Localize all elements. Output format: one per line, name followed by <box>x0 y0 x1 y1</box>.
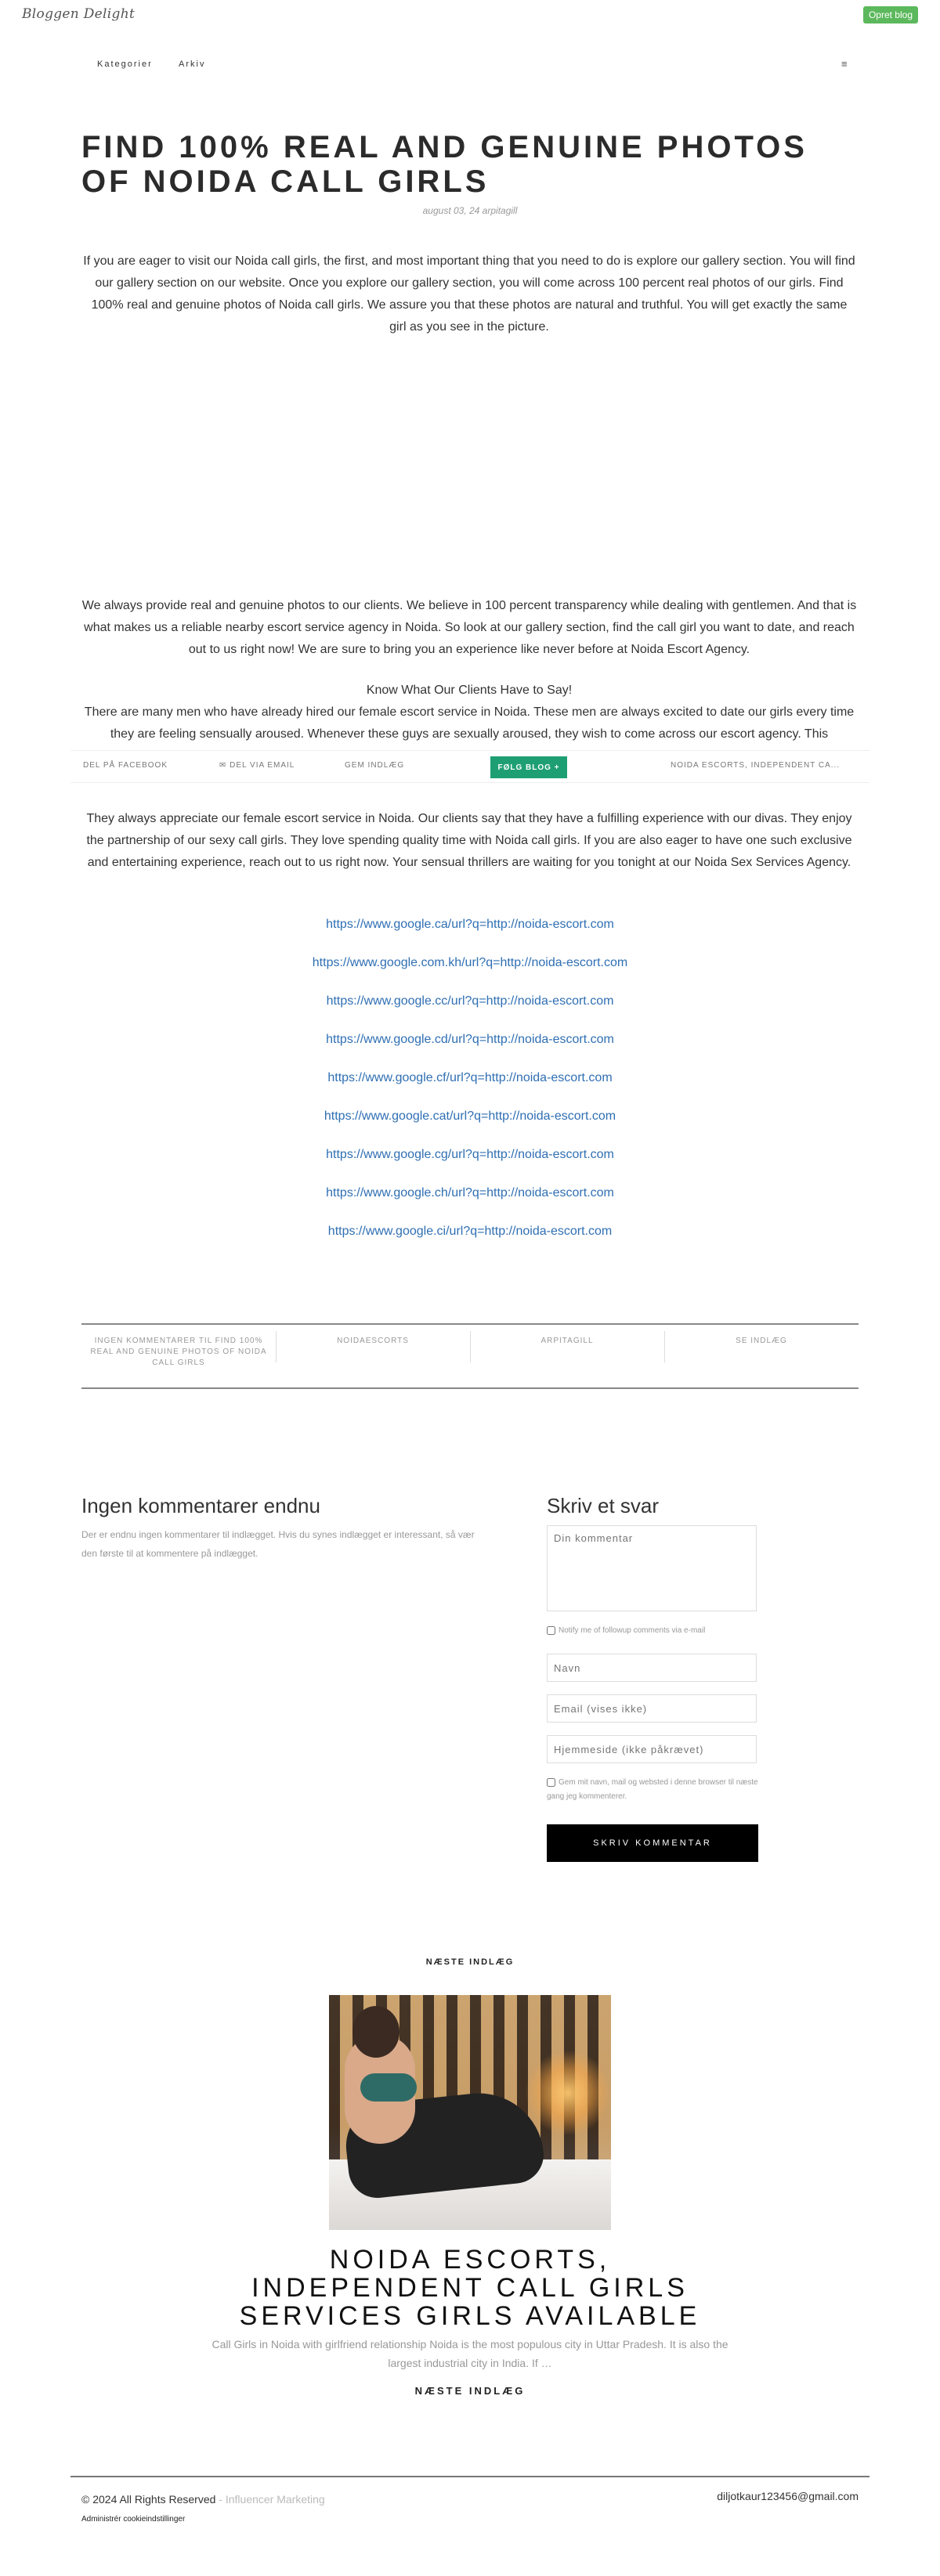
copyright-text: © 2024 All Rights Reserved <box>81 2493 216 2506</box>
save-post-button[interactable]: GEM INDLÆG <box>345 761 405 770</box>
post-paragraph: They always appreciate our female escort service in Noida. Our clients say that they have a fulfilling experience with our divas. They enjoy the partnership of our sexy call girls. They love spending quality time with Noida call girls. If you are also eager to have one such exclusive and entertaining experience, reach out to us right now. Your sensual thrillers are waiting for you tonight at our Noida Sex Services Agency. <box>86 812 852 869</box>
view-posts-link[interactable]: SE INDLÆG <box>736 1337 787 1345</box>
comments-heading: Ingen kommentarer endnu <box>81 1494 320 1517</box>
next-post-image[interactable] <box>329 1995 611 2230</box>
comments-count-link[interactable]: INGEN KOMMENTARER TIL FIND 100% REAL AND GENUINE PHOTOS OF NOIDA CALL GIRLS <box>90 1337 267 1367</box>
remember-checkbox[interactable] <box>547 1778 555 1787</box>
name-field[interactable] <box>547 1654 757 1682</box>
post-info-bar <box>81 1323 859 1389</box>
next-post-button[interactable] <box>0 2385 940 2397</box>
reply-heading: Skriv et svar <box>547 1494 660 1517</box>
post-link[interactable]: https://www.google.cg/url?q=http://noida-escort.com <box>326 1148 614 1161</box>
email-field[interactable] <box>547 1694 757 1723</box>
post-link[interactable]: https://www.google.cc/url?q=http://noida-escort.com <box>326 994 614 1008</box>
next-post-excerpt: Call Girls in Noida with girlfriend relationship Noida is the most populous city in Uttar Pradesh. It is also the largest industrial city in India. If … <box>212 2338 728 2369</box>
next-post-link-text: NÆSTE INDLÆG <box>414 2385 526 2397</box>
notify-label: Notify me of followup comments via e-mail <box>559 1626 706 1635</box>
post-link[interactable]: https://www.google.com.kh/url?q=http://noida-escort.com <box>312 956 628 969</box>
post-link[interactable]: https://www.google.ca/url?q=http://noida-escort.com <box>326 918 614 931</box>
post-paragraph: We always provide real and genuine photos to our clients. We believe in 100 percent transparency while dealing with gentlemen. And that is what makes us a reliable nearby escort service agency in Noida. So look at our gallery section, find the call girl you want to date, and reach out to us right now! We are sure to bring you an experience like never before at Noida Escort Agency. <box>81 599 857 656</box>
create-blog-button[interactable]: Opret blog <box>863 6 918 23</box>
remember-label: Gem mit navn, mail og websted i denne browser til næste gang jeg kommenterer. <box>547 1778 758 1801</box>
post-meta: august 03, 24 arpitagill <box>422 205 518 216</box>
main-nav <box>0 55 940 78</box>
notify-checkbox[interactable] <box>547 1626 555 1635</box>
submit-comment-button[interactable]: SKRIV KOMMENTAR <box>547 1824 758 1862</box>
post-link[interactable]: https://www.google.ci/url?q=http://noida-escort.com <box>327 1225 613 1238</box>
nav-item-archive[interactable]: Arkiv <box>179 60 206 69</box>
post-paragraph: If you are eager to visit our Noida call girls, the first, and most important thing that you need to do is explore our gallery section. You will find our gallery section on our website. Once you explore our gallery section, you will come across 100 percent real photos of our girls. Find 100% real and genuine photos of Noida call girls. We assure you that these photos are natural and truthful. You will get exactly the same girl as you see in the picture. <box>83 254 855 334</box>
author-link[interactable]: ARPITAGILL <box>540 1337 594 1345</box>
follow-blog-button[interactable]: FØLG BLOG + <box>490 756 567 778</box>
post-title: FIND 100% REAL AND GENUINE PHOTOS OF NOIDA CALL GIRLS <box>81 130 808 199</box>
post-paragraph: There are many men who have already hired our female escort service in Noida. These men are always excited to date our girls every time they are feeling sensually aroused. Whenever these guys are sexually aroused, they wish to come across our escort agency. This <box>84 705 855 741</box>
next-post-label: NÆSTE INDLÆG <box>425 1957 515 1967</box>
post-subheading: Know What Our Clients Have to Say! <box>366 684 573 697</box>
share-email-button[interactable]: ✉ DEL VIA EMAIL <box>219 761 295 770</box>
top-bar <box>0 0 940 31</box>
notify-checkbox-row[interactable] <box>547 1624 766 1638</box>
footer-divider <box>70 2476 870 2477</box>
footer-email-link[interactable]: diljotkaur123456@gmail.com <box>717 2490 859 2502</box>
remember-checkbox-row[interactable] <box>547 1776 766 1804</box>
post-link[interactable]: https://www.google.ch/url?q=http://noida-escort.com <box>326 1186 614 1200</box>
share-bar <box>70 750 870 783</box>
comment-textarea[interactable] <box>547 1525 757 1611</box>
site-logo[interactable]: Bloggen Delight <box>22 6 136 22</box>
next-post-title[interactable]: NOIDA ESCORTS, INDEPENDENT CALL GIRLS SERVICES GIRLS AVAILABLE <box>239 2245 701 2331</box>
next-post-link[interactable]: NOIDA ESCORTS, INDEPENDENT CA... <box>671 761 841 770</box>
website-field[interactable] <box>547 1735 757 1763</box>
post-link[interactable]: https://www.google.cf/url?q=http://noida-escort.com <box>327 1071 613 1084</box>
blog-name-link[interactable]: NOIDAESCORTS <box>337 1337 409 1345</box>
image-lamp-glow <box>525 2050 611 2136</box>
no-comments-text: Der er endnu ingen kommentarer til indlægget. Hvis du synes indlægget er interessant, så vær den første til at kommentere på indlægget. <box>81 1529 475 1559</box>
image-figure-head <box>352 2006 400 2058</box>
nav-item-categories[interactable]: Kategorier <box>97 60 153 69</box>
footer-brand-link[interactable]: Influencer Marketing <box>225 2493 325 2506</box>
image-figure-lingerie <box>360 2073 417 2102</box>
copyright-separator: - <box>215 2493 226 2506</box>
cookie-settings-link[interactable]: Administrér cookieindstillinger <box>81 2515 186 2524</box>
post-link[interactable]: https://www.google.cd/url?q=http://noida-escort.com <box>326 1033 614 1046</box>
share-facebook-button[interactable]: DEL PÅ FACEBOOK <box>83 761 168 770</box>
menu-icon[interactable]: ≡ <box>841 58 848 70</box>
post-link[interactable]: https://www.google.cat/url?q=http://noida-escort.com <box>324 1109 616 1123</box>
footer-copyright <box>81 2493 325 2506</box>
